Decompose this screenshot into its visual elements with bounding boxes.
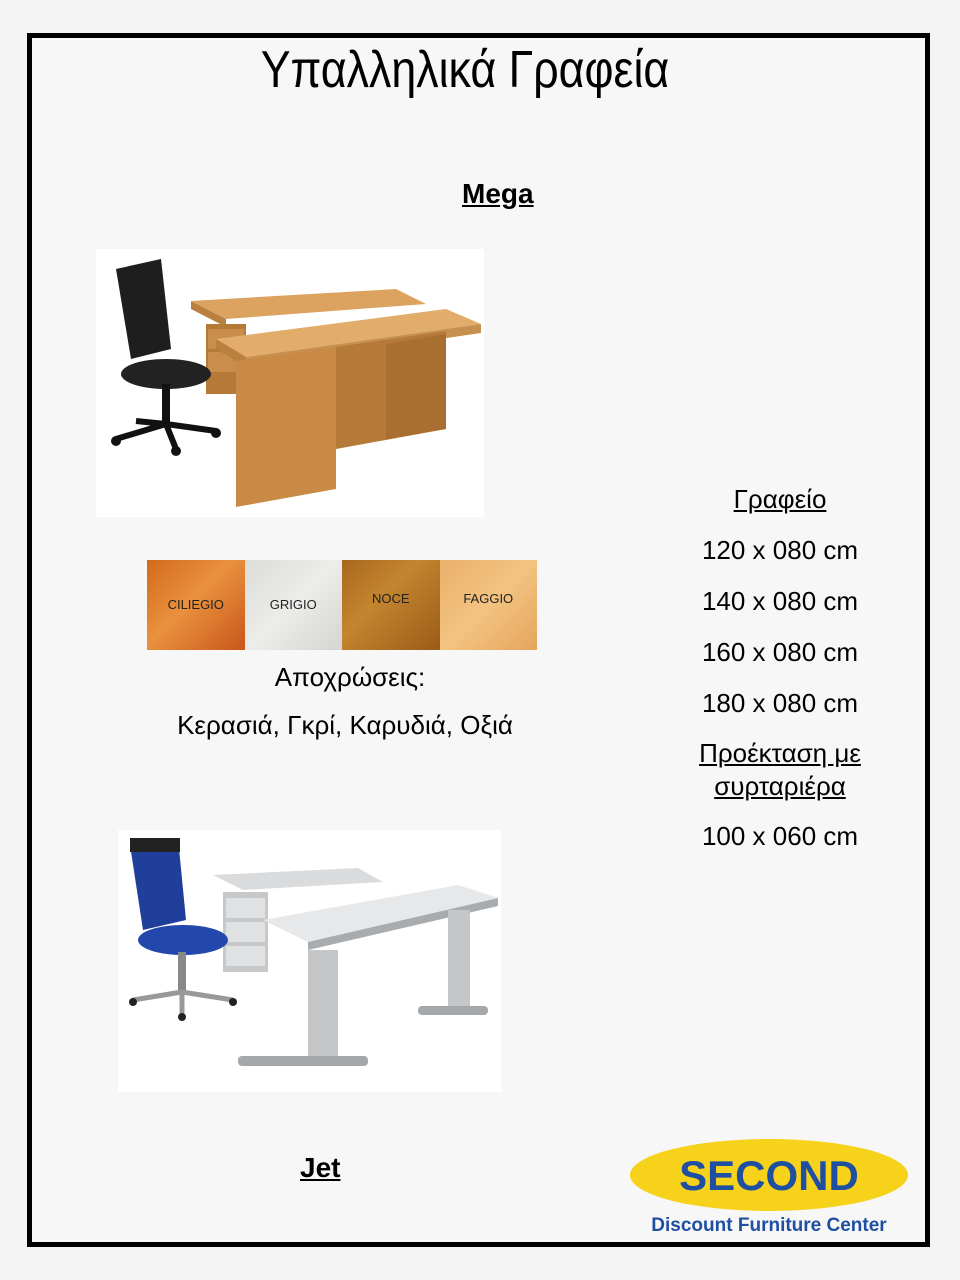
swatch-label: CILIEGIO [167, 597, 224, 612]
swatch-noce [342, 560, 440, 650]
shades-list: Κερασιά, Γκρί, Καρυδιά, Οξιά [177, 710, 513, 740]
second-logo [629, 1138, 909, 1238]
specs-heading: Γραφείο [733, 484, 827, 514]
swatch-ciliegio [147, 560, 245, 650]
spec-size: 120 x 080 cm [701, 535, 859, 565]
shades-label: Αποχρώσεις: [274, 662, 426, 692]
spec-size: 180 x 080 cm [701, 688, 859, 718]
swatch-label: GRIGIO [269, 597, 317, 612]
spec-size: 140 x 080 cm [701, 586, 859, 616]
model-name-mega: Mega [462, 178, 534, 209]
swatch-grigio [245, 560, 343, 650]
model-name-jet: Jet [300, 1152, 341, 1183]
swatch-label: FAGGIO [463, 591, 514, 606]
logo-tagline: Discount Furniture Center [651, 1215, 887, 1236]
swatch-label: NOCE [371, 591, 410, 606]
page-title: Υπαλληλικά Γραφεία [260, 41, 670, 99]
jet-desk-photo [118, 830, 501, 1092]
mega-desk-photo [96, 249, 484, 517]
extension-label: Προέκταση με συρταριέρα [699, 738, 861, 801]
extension-size: 100 x 060 cm [701, 821, 859, 851]
desk-specs [640, 484, 920, 870]
logo-brand: SECOND [679, 1152, 859, 1199]
spec-size: 160 x 080 cm [701, 637, 859, 667]
swatch-faggio [440, 560, 538, 650]
color-swatches [147, 560, 537, 650]
